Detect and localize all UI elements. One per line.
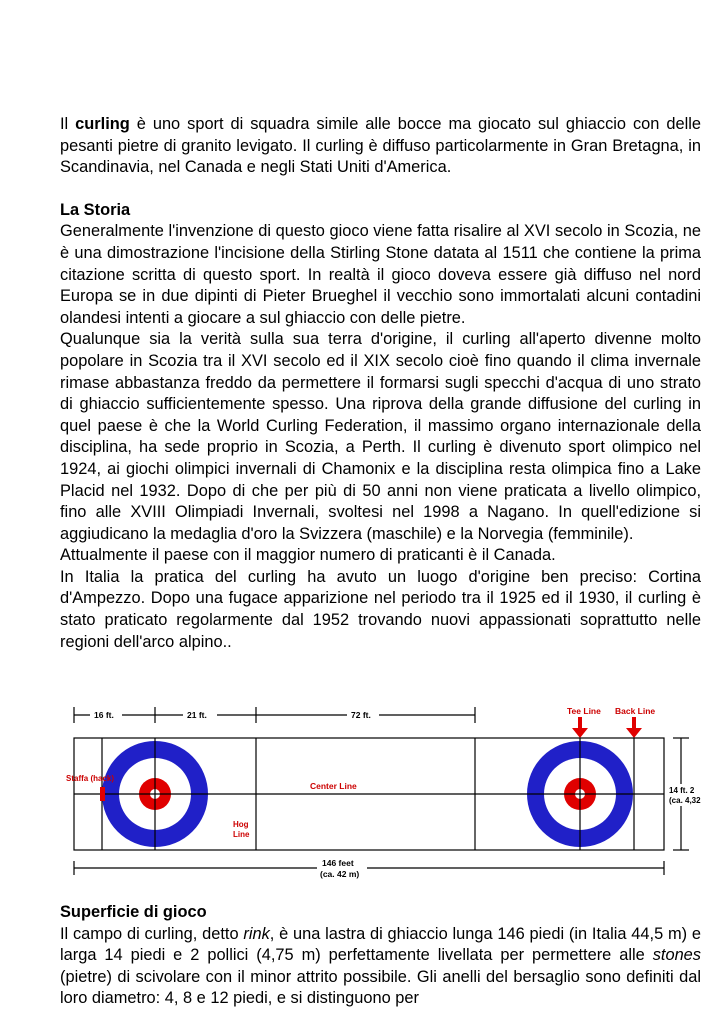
dim-72-label: 72 ft. (351, 710, 371, 720)
stones-term: stones (652, 946, 701, 965)
intro-pre: Il (60, 115, 76, 133)
text-column (60, 114, 701, 653)
storia-paragraph-1: Generalmente l'invenzione di questo gioco viene fatta risalire al XVI secolo in Scozia, ne è una dimostrazione l'incisione della Stirling Stone datata al 1511 che contiene la prima citazione scritta di questo sport. In realtà il gioco doveva essere già diffuso nel nord Europa se in due dipinti di Pieter Brueghel il vecchio sono immortalati alcuni contadini olandesi intenti a giocare a sul ghiaccio con delle pietre. (60, 222, 701, 327)
length-ft-label: 146 feet (322, 858, 354, 868)
intro-post: è uno sport di squadra simile alle bocce ma giocato sul ghiaccio con delle pesanti pietre di granito levigato. Il curling è diffuso particolarmente in Gran Bretagna, in Scandinavia, nel Canada e negli Stati Uniti d'America. (60, 115, 701, 177)
center-line-label: Center Line (310, 781, 357, 791)
length-m-label: (ca. 42 m) (320, 869, 360, 879)
tee-arrow-icon (572, 717, 588, 738)
staffa-label: Staffa (hack) (66, 774, 115, 783)
superficie-text-b: , è una lastra di ghiaccio lunga 146 piedi (in Italia 44,5 m) e larga 14 piedi e 2 pollici (4,75 m) perfettamente livellata per permettere alle (60, 924, 701, 965)
storia-heading: La Storia (60, 200, 131, 219)
rink-term: rink (243, 924, 270, 943)
dim-21-label: 21 ft. (187, 710, 207, 720)
intro-paragraph (60, 114, 701, 179)
tee-line-label: Tee Line (567, 706, 601, 716)
hog-label: Hog (233, 820, 249, 829)
superficie-heading: Superficie di gioco (60, 903, 207, 921)
superficie-section (60, 902, 701, 1010)
dim-16-label: 16 ft. (94, 710, 114, 720)
intro-term: curling (75, 115, 130, 133)
curling-sheet-diagram (60, 696, 710, 891)
superficie-text-a: Il campo di curling, detto (60, 924, 244, 943)
storia-paragraph-3: Attualmente il paese con il maggior numero di praticanti è il Canada. (60, 546, 556, 565)
length-dimension (74, 861, 664, 875)
storia-paragraph-2: Qualunque sia la verità sulla sua terra d'origine, il curling all'aperto divenne molto popolare in Scozia tra il XVI secolo ed il XIX secolo cioè fino quando il clima invernale rimase abbastanza freddo da permettere il formarsi sugli specchi d'acqua di uno strato di ghiaccio sufficientemente spesso. Una riprova della grande diffusione del curling in quel paese è che la World Curling Federation, il massimo organo internazionale della disciplina, ha sede proprio in Scozia, a Perth. Il curling è divenuto sport olimpico nel 1924, ai giochi olimpici invernali di Chamonix e la disciplina resta olimpica fino a Lake Placid nel 1932. Dopo di che per più di 50 anni non viene praticata a livello olimpico, fino alle XVIII Olimpiadi Invernali, svoltesi nel 1998 a Nagano. In quell'edizione si aggiudicano la medaglia d'oro la Svizzera (maschile) e la Norvegia (femminile). (60, 330, 701, 543)
hack-mark (100, 787, 105, 801)
back-arrow-icon (626, 717, 642, 738)
superficie-text-c: (pietre) di scivolare con il minor attrito possibile. Gli anelli del bersaglio sono definiti dal loro diametro: 4, 8 e 12 piedi, e si distinguono per (60, 967, 701, 1008)
top-dimension-line (74, 707, 475, 723)
storia-paragraph-4: In Italia la pratica del curling ha avuto un luogo d'origine ben preciso: Cortina d'Ampezzo. Dopo una fugace apparizione nel periodo tra il 1925 ed il 1930, il curling è stato praticato regolarmente dal 1952 trovando nuovi appassionati soprattutto nelle regioni dell'arco alpino.. (60, 567, 701, 651)
back-line-label: Back Line (615, 706, 656, 716)
width-ft-label: 14 ft. 2 (669, 786, 695, 795)
hog-line-label: Line (233, 830, 250, 839)
superficie-paragraph (60, 924, 701, 1010)
width-m-label: (ca. 4,32 (669, 796, 701, 805)
